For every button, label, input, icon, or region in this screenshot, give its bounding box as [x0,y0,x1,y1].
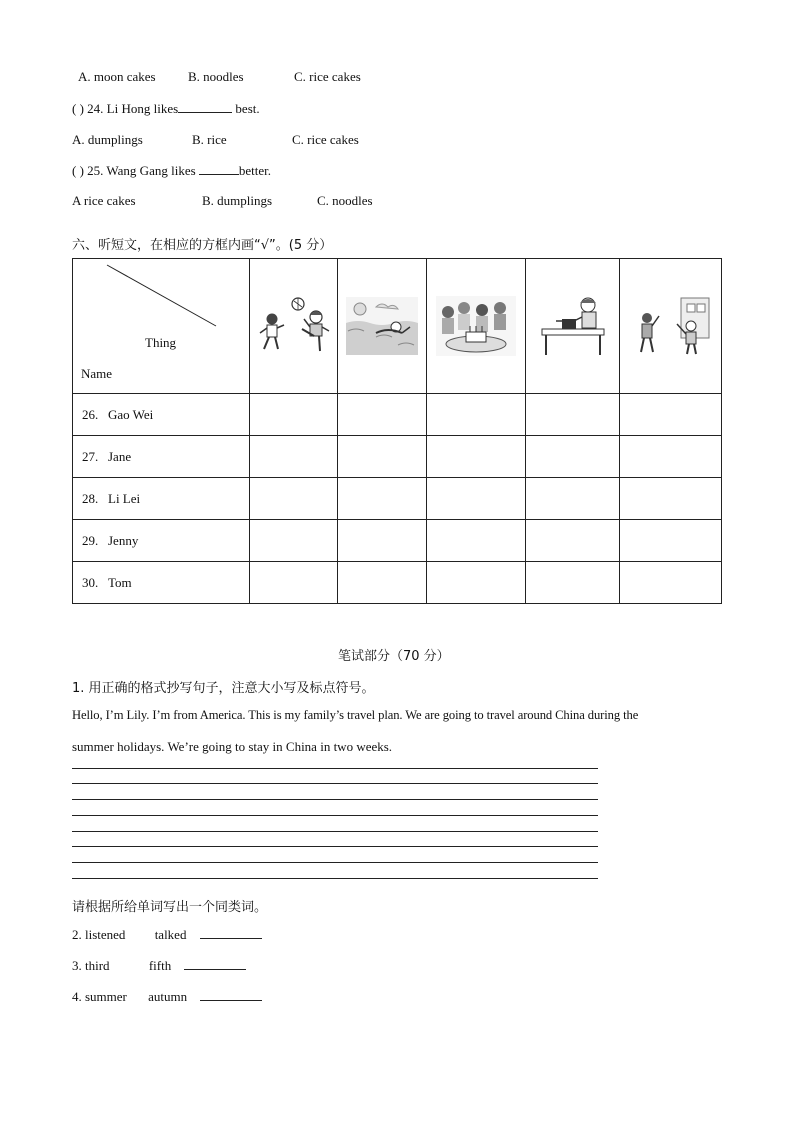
q2-word: talked [154,927,187,942]
q3-answer-blank[interactable] [184,969,246,970]
q24-text: 24. Li Hong likes [87,101,179,116]
check-box-cell[interactable] [250,520,338,562]
check-box-cell[interactable] [338,436,427,478]
party-picture-cell [427,259,526,394]
q3-row [72,958,246,974]
writing-line[interactable] [72,783,598,784]
playing-football-picture [254,295,334,357]
check-box-cell[interactable] [526,394,620,436]
listening-table [72,258,722,604]
table-row [73,478,722,520]
row-name: Gao Wei [108,406,154,422]
q24-option-c: C. rice cakes [292,132,359,147]
q2-given-word: 2. listened [72,927,126,942]
check-box-cell[interactable] [338,478,427,520]
q23-option-a: A. moon cakes [78,69,156,84]
writing-line[interactable] [72,815,598,816]
check-box-cell[interactable] [620,562,722,604]
category-instruction: 请根据所给单词写出一个同类词。 [72,900,268,915]
q4-word: autumn [148,989,188,1004]
check-box-cell[interactable] [338,562,427,604]
writing-line[interactable] [72,831,598,832]
q25-option-c: C. noodles [317,193,373,208]
cooking-picture [536,295,610,357]
row-name: Li Lei [108,490,141,506]
q2-answer-blank[interactable] [200,938,262,939]
row-name: Jane [108,448,132,464]
q24-question [72,101,260,117]
check-box-cell[interactable] [620,436,722,478]
section6-title: 六、听短文，在相应的方框内画“√”。(5 分） [72,238,333,253]
check-box-cell[interactable] [620,394,722,436]
corner-cell [73,259,250,394]
row-number: 30. [82,574,99,590]
check-box-cell[interactable] [427,520,526,562]
writing-line[interactable] [72,799,598,800]
corner-bottom-label: Name [81,366,113,381]
q25-answer-paren: ( ) [72,163,84,178]
check-box-cell[interactable] [620,478,722,520]
q24-answer-paren: ( ) [72,101,84,116]
check-box-cell[interactable] [526,436,620,478]
corner-top-label: Thing [145,335,177,350]
check-box-cell[interactable] [620,520,722,562]
q24-option-a: A. dumplings [72,132,143,147]
waving-picture [629,296,713,356]
row-name-cell [73,436,250,478]
q24-blank[interactable] [178,112,232,113]
row-name-cell [73,562,250,604]
swimming-picture-cell [338,259,427,394]
q1-instruction: 1. 用正确的格式抄写句子，注意大小写及标点符号。 [72,681,375,696]
table-header-row [73,259,722,394]
check-box-cell[interactable] [338,520,427,562]
check-box-cell[interactable] [526,478,620,520]
q25-after: better. [238,163,272,178]
check-box-cell[interactable] [427,394,526,436]
row-number: 27. [82,448,99,464]
table-row [73,436,722,478]
passage-line-1: Hello, I’m Lily. I’m from America. This is my family’s travel plan. We are going to travel around China during the [72,708,639,722]
check-box-cell[interactable] [250,394,338,436]
check-box-cell[interactable] [338,394,427,436]
row-name: Jenny [108,532,139,548]
check-box-cell[interactable] [250,562,338,604]
check-box-cell[interactable] [250,436,338,478]
q24-option-b: B. rice [192,132,227,147]
row-number: 29. [82,532,99,548]
q25-option-a: A rice cakes [72,193,136,208]
row-name: Tom [108,574,132,590]
writing-line[interactable] [72,878,598,879]
row-name-cell [73,478,250,520]
q3-word: fifth [148,958,172,973]
q23-option-c: C. rice cakes [294,69,361,84]
row-number: 26. [82,406,99,422]
q4-given-word: 4. summer [72,989,127,1004]
q24-after: best. [235,101,260,116]
q2-row [72,927,262,943]
writing-line[interactable] [72,768,598,769]
table-row [73,520,722,562]
swimming-picture [346,297,418,355]
q23-option-b: B. noodles [188,69,244,84]
check-box-cell[interactable] [427,478,526,520]
table-row [73,562,722,604]
waving-picture-cell [620,259,722,394]
check-box-cell[interactable] [526,520,620,562]
cooking-picture-cell [526,259,620,394]
written-part-title: 笔试部分（70 分） [338,649,450,664]
row-name-cell [73,394,250,436]
row-number: 28. [82,490,99,506]
check-box-cell[interactable] [526,562,620,604]
writing-line[interactable] [72,846,598,847]
q4-answer-blank[interactable] [200,1000,262,1001]
passage-line-2: summer holidays. We’re going to stay in China in two weeks. [72,739,393,754]
q4-row [72,989,262,1005]
row-name-cell [73,520,250,562]
q25-option-b: B. dumplings [202,193,273,208]
birthday-party-picture [436,296,516,356]
football-picture-cell [250,259,338,394]
check-box-cell[interactable] [427,562,526,604]
q3-given-word: 3. third [72,958,110,973]
q25-question [72,163,271,179]
q25-text: 25. Wang Gang likes [87,163,196,178]
q25-blank[interactable] [199,174,239,175]
check-box-cell[interactable] [250,478,338,520]
check-box-cell[interactable] [427,436,526,478]
table-row [73,394,722,436]
writing-line[interactable] [72,862,598,863]
